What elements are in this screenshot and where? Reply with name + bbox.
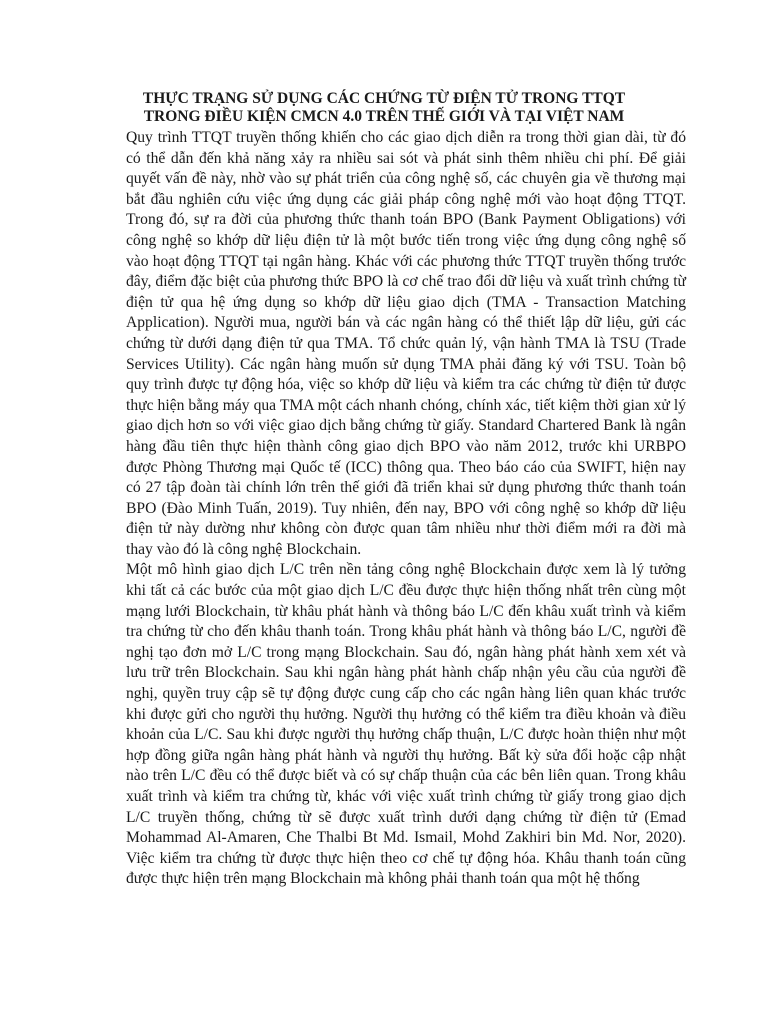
paragraph-bpo: Quy trình TTQT truyền thống khiến cho các giao dịch diễn ra trong thời gian dài, từ đó có thể dẫn đến khả năng xảy ra nhiều sai sót và phát sinh thêm nhiều chi phí. Để giải quyết vấn đề này, nhờ vào sự phát triển của công nghệ số, các chuyên gia về thương mại bắt đầu nghiên cứu việc ứng dụng các giải pháp công nghệ mới vào hoạt động TTQT. Trong đó, sự ra đời của phương thức thanh toán BPO (Bank Payment Obligations) với công nghệ so khớp dữ liệu điện tử là một bước tiến trong việc ứng dụng công nghệ số vào hoạt động TTQT tại ngân hàng. Khác với các phương thức TTQT truyền thống trước đây, điểm đặc biệt của phương thức BPO là cơ chế trao đổi dữ liệu và xuất trình chứng từ điện tử qua hệ ứng dụng so khớp dữ liệu giao dịch (TMA - Transaction Matching Application). Người mua, người bán và các ngân hàng có thể thiết lập dữ liệu, gửi các chứng từ dưới dạng điện tử qua TMA. Tổ chức quản lý, vận hành TMA là TSU (Trade Services Utility). Các ngân hàng muốn sử dụng TMA phải đăng ký với TSU. Toàn bộ quy trình được tự động hóa, việc so khớp dữ liệu và kiểm tra các chứng từ điện tử được thực hiện bằng máy qua TMA một cách nhanh chóng, chính xác, tiết kiệm thời gian xử lý giao dịch hơn so với việc giao dịch bằng chứng từ giấy. Standard Chartered Bank là ngân hàng đầu tiên thực hiện thành công giao dịch BPO vào năm 2012, trước khi URBPO được Phòng Thương mại Quốc tế (ICC) thông qua. Theo báo cáo của SWIFT, hiện nay có 27 tập đoàn tài chính lớn trên thế giới đã triển khai sử dụng phương thức thanh toán BPO (Đào Minh Tuấn, 2019). Tuy nhiên, đến nay, BPO với công nghệ so khớp dữ liệu điện tử này dường như không còn được quan tâm nhiều như thời điểm mới ra đời mà thay vào đó là công nghệ Blockchain. [126, 129, 686, 558]
document-title-line-1: THỰC TRẠNG SỬ DỤNG CÁC CHỨNG TỪ ĐIỆN TỬ TRONG TTQT [142, 90, 626, 107]
paragraph-blockchain: Một mô hình giao dịch L/C trên nền tảng công nghệ Blockchain được xem là lý tưởng khi tất cả các bước của một giao dịch L/C đều được thực hiện thống nhất trên cùng một mạng lưới Blockchain, từ khâu phát hành và thông báo L/C đến khâu xuất trình và kiểm tra chứng từ cho đến khâu thanh toán. Trong khâu phát hành và thông báo L/C, người đề nghị tạo đơn mở L/C trong mạng Blockchain. Sau đó, ngân hàng phát hành xem xét và lưu trữ trên Blockchain. Sau khi ngân hàng phát hành chấp nhận yêu cầu của người đề nghị, quyền truy cập sẽ tự động được cung cấp cho các ngân hàng liên quan khác trước khi được gửi cho người thụ hưởng. Người thụ hưởng có thể kiểm tra điều khoản và điều khoản của L/C. Sau khi được người thụ hưởng chấp thuận, L/C được hoàn thiện như một hợp đồng giữa ngân hàng phát hành và người thụ hưởng. Bất kỳ sửa đổi hoặc cập nhật nào trên L/C đều có thể được biết và có sự chấp thuận của các bên liên quan. Trong khâu xuất trình và kiểm tra chứng từ, khác với việc xuất trình chứng từ giấy trong giao dịch L/C truyền thống, chứng từ sẽ được xuất trình dưới dạng chứng từ điện tử (Emad Mohammad Al-Amaren, Che Thalbi Bt Md. Ismail, Mohd Zakhiri bin Md. Nor, 2020). Việc kiểm tra chứng từ được thực hiện theo cơ chế tự động hóa. Khâu thanh toán cũng được thực hiện trên mạng Blockchain mà không phải thanh toán qua một hệ thống [126, 561, 686, 888]
document-body [126, 128, 686, 890]
document-title-line-2: TRONG ĐIỀU KIỆN CMCN 4.0 TRÊN THẾ GIỚI VÀ TẠI VIỆT NAM [143, 108, 625, 125]
